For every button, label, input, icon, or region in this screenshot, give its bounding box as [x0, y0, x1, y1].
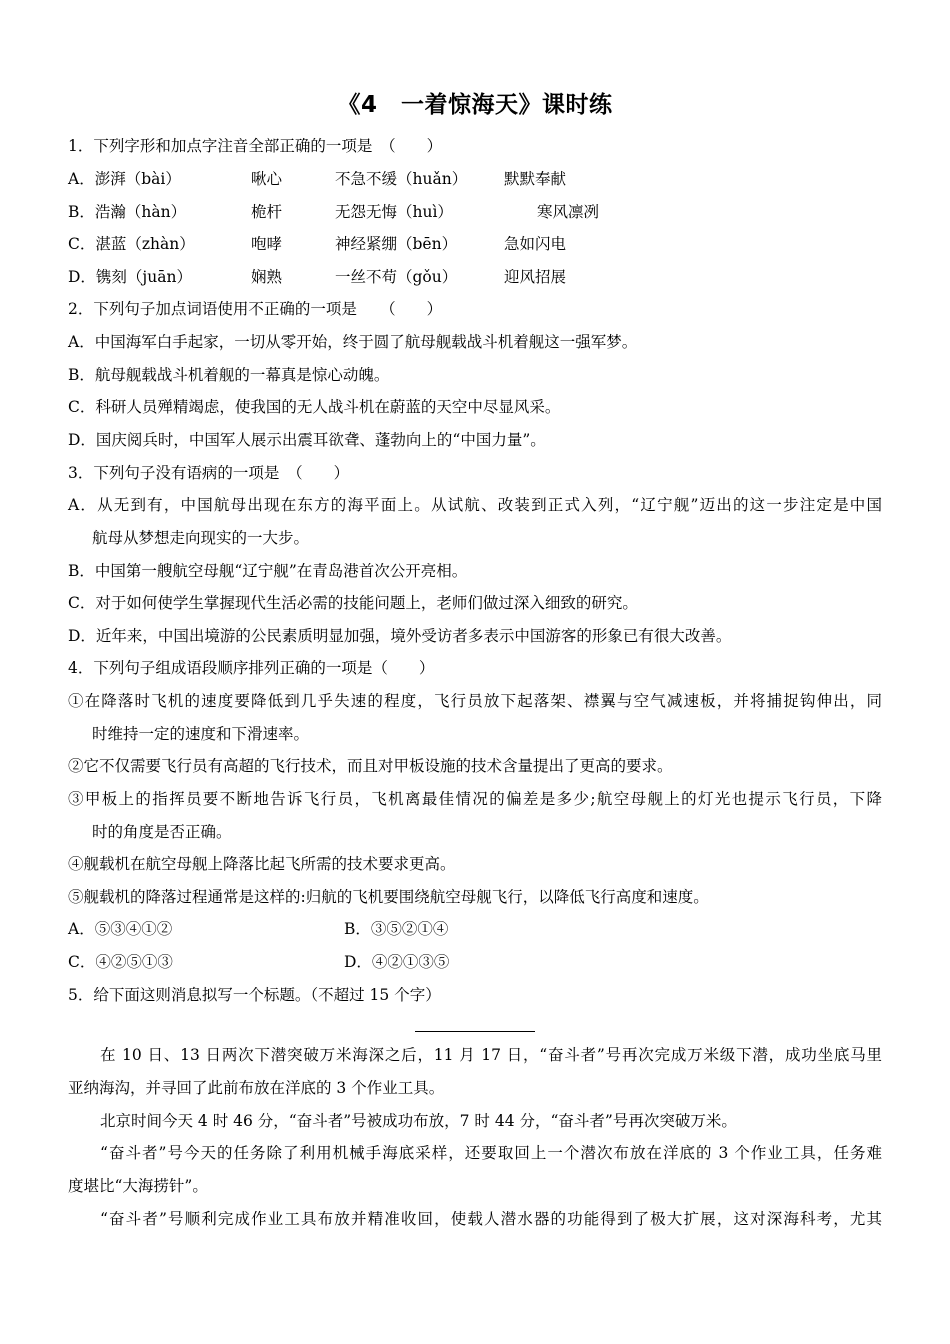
option-cell: 不急不缓（huǎn）	[335, 170, 468, 188]
question-2-option-b: B．航母舰载战斗机着舰的一幕真是惊心动魄。	[68, 366, 390, 384]
question-3-option-d: D．近年来，中国出境游的公民素质明显加强，境外受访者多表示中国游客的形象已有很大改善。	[68, 627, 732, 645]
option-cell: D．镌刻（juān）	[68, 268, 192, 286]
option-cell: A．澎湃（bài）	[68, 170, 181, 188]
option-cell: 默默奉献	[504, 170, 567, 188]
question-1-stem: 1．下列字形和加点字注音全部正确的一项是 （ ）	[68, 137, 443, 155]
option-a: A．⑤③④①②	[68, 920, 173, 938]
question-3-option-b: B．中国第一艘航空母舰“辽宁舰”在青岛港首次公开亮相。	[68, 562, 468, 580]
option-cell: 急如闪电	[504, 235, 567, 253]
option-cell: 迎风招展	[504, 268, 567, 286]
answer-blank-line	[415, 1031, 535, 1032]
question-2-option-d: D．国庆阅兵时，中国军人展示出震耳欲聋、蓬勃向上的“中国力量”。	[68, 431, 546, 449]
question-4-sentence-1-cont: 时维持一定的速度和下滑速率。	[92, 725, 310, 743]
news-paragraph-4: “奋斗者”号顺利完成作业工具布放并精准收回，使载人潜水器的功能得到了极大扩展，这对深海科考，尤其	[100, 1210, 882, 1228]
news-paragraph-2: 北京时间今天 4 时 46 分，“奋斗者”号被成功布放，7 时 44 分，“奋斗者”号再次突破万米。	[100, 1112, 737, 1130]
option-cell: 无怨无悔（huì）	[335, 203, 453, 221]
option-cell: 一丝不苟（gǒu）	[335, 268, 458, 286]
question-2-stem: 2．下列句子加点词语使用不正确的一项是 （ ）	[68, 300, 443, 318]
news-paragraph-1-cont: 亚纳海沟，并寻回了此前布放在洋底的 3 个作业工具。	[68, 1079, 445, 1097]
question-2-option-a: A．中国海军白手起家，一切从零开始，终于圆了航母舰载战斗机着舰这一强军梦。	[68, 333, 638, 351]
news-paragraph-3-cont: 度堪比“大海捞针”。	[68, 1177, 208, 1195]
question-4-sentence-3: ③甲板上的指挥员要不断地告诉飞行员，飞机离最佳情况的偏差是多少;航空母舰上的灯光也提示飞行员，下降	[68, 790, 882, 808]
option-c: C．④②⑤①③	[68, 953, 173, 971]
option-cell: 咆哮	[251, 235, 283, 253]
question-4-sentence-4: ④舰载机在航空母舰上降落比起飞所需的技术要求更高。	[68, 855, 456, 873]
question-4-sentence-5: ⑤舰载机的降落过程通常是这样的:归航的飞机要围绕航空母舰飞行，以降低飞行高度和速度。	[68, 888, 709, 906]
option-d: D．④②①③⑤	[344, 953, 450, 971]
option-cell: 啾心	[251, 170, 283, 188]
question-2-option-c: C．科研人员殚精竭虑，使我国的无人战斗机在蔚蓝的天空中尽显风采。	[68, 398, 561, 416]
option-cell: 神经紧绷（bēn）	[335, 235, 458, 253]
question-5-stem: 5．给下面这则消息拟写一个标题。（不超过 15 个字）	[68, 986, 441, 1004]
question-3-stem: 3．下列句子没有语病的一项是 （ ）	[68, 464, 350, 482]
question-3-option-a: A．从无到有，中国航母出现在东方的海平面上。从试航、改装到正式入列，“辽宁舰”迈出的这一步注定是中国	[68, 496, 882, 514]
question-3-option-a-cont: 航母从梦想走向现实的一大步。	[92, 529, 310, 547]
question-3-option-c: C．对于如何使学生掌握现代生活必需的技能问题上，老师们做过深入细致的研究。	[68, 594, 638, 612]
question-4-sentence-2: ②它不仅需要飞行员有高超的飞行技术，而且对甲板设施的技术含量提出了更高的要求。	[68, 757, 673, 775]
news-paragraph-1: 在 10 日、13 日两次下潜突破万米海深之后，11 月 17 日，“奋斗者”号再次完成万米级下潜，成功坐底马里	[100, 1046, 882, 1064]
option-b: B．③⑤②①④	[344, 920, 449, 938]
option-cell: C．湛蓝（zhàn）	[68, 235, 195, 253]
option-cell: 娴熟	[251, 268, 283, 286]
page-title: 《4 一着惊海天》课时练	[337, 92, 613, 118]
question-4-sentence-1: ①在降落时飞机的速度要降低到几乎失速的程度，飞行员放下起落架、襟翼与空气减速板，并将捕捉钩伸出，同	[68, 692, 882, 710]
option-cell: 桅杆	[251, 203, 283, 221]
option-cell: B．浩瀚（hàn）	[68, 203, 187, 221]
question-4-stem: 4．下列句子组成语段顺序排列正确的一项是（ ）	[68, 659, 435, 677]
question-4-sentence-3-cont: 时的角度是否正确。	[92, 823, 232, 841]
option-cell: 寒风凛冽	[537, 203, 600, 221]
news-paragraph-3: “奋斗者”号今天的任务除了利用机械手海底采样，还要取回上一个潜次布放在洋底的 3 个作业工具，任务难	[100, 1144, 882, 1162]
